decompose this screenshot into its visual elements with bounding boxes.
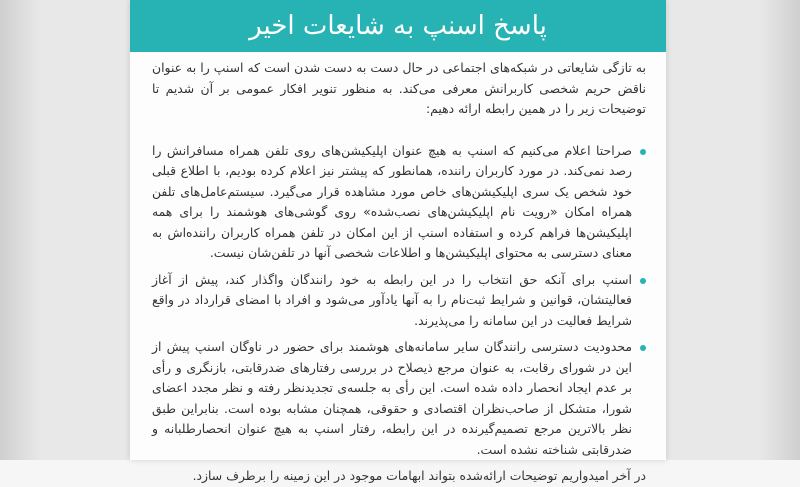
bullet-list bbox=[152, 141, 646, 461]
document-card bbox=[130, 0, 666, 483]
list-item bbox=[152, 141, 646, 264]
bullet-text: صراحتا اعلام می‌کنیم که اسنپ به هیچ عنوان اپلیکیشن‌های روی تلفن همراه مسافرانش را رصد نمی‌کند. در مورد کاربران راننده، همانطور که پیشتر نیز اعلام کرده بودیم، با اطلاع قبلی خود شخص یک سری اپلیکیشن‌های خاص مورد مشاهده قرار می‌گیرد. سیستم‌عامل‌های تلفن همراه امکان «رویت نام اپلیکیشن‌های نصب‌شده» روی گوشی‌های هوشمند را برای همه اپلیکیشن‌ها فراهم کرده و استفاده اسنپ از این امکان در تلفن همراه کاربران راننده‌اش به معنای دسترسی به محتوای اپلیکیشن‌ها و اطلاعات شخصی آنها در تلفن‌شان نیست. bbox=[152, 142, 632, 260]
bullet-dot-icon bbox=[640, 278, 646, 284]
intro-paragraph: به تازگی شایعاتی در شبکه‌های اجتماعی در حال دست به دست شدن است که اسنپ را به عنوان ناقض حریم شخصی کاربرانش معرفی می‌کند. به منظور تنویر افکار عمومی بر آن شدیم تا توضیحات زیر را در همین رابطه ارائه دهیم: bbox=[152, 60, 646, 116]
bullet-dot-icon bbox=[640, 149, 646, 155]
bullet-text: اسنپ برای آنکه حق انتخاب را در این رابطه به خود رانندگان واگذار کند، پیش از آغاز فعالیتشان، قوانین و شرایط ثبت‌نام را به آنها یادآور می‌شود و افراد با امضای قرارداد در واقع شرایط فعالیت در این سامانه را می‌پذیرند. bbox=[152, 271, 632, 328]
page-title: پاسخ اسنپ به شایعات اخیر bbox=[130, 0, 666, 52]
list-item bbox=[152, 337, 646, 460]
bullet-text: محدودیت دسترسی رانندگان سایر سامانه‌های هوشمند برای حضور در ناوگان اسنپ پیش از این در شورای رقابت، به عنوان مرجع ذیصلاح در بررسی رفتارهای ضدرقابتی، بازنگری و رأی بر عدم ایجاد انحصار داده شده است. این رأی به جلسه‌ی تجدیدنظر رفته و نظر مجدد اعضای شورا، متشکل از صاحب‌نظران اقتصادی و حقوقی، همچنان مشابه بوده است. بنابراین طبق نظر بالاترین مرجع تصمیم‌گیرنده در این رابطه، رفتار اسنپ به هیچ عنوان انحصارطلبانه و ضدرقابتی شناخته نشده است. bbox=[152, 339, 632, 457]
document-body bbox=[152, 58, 646, 487]
bullet-dot-icon bbox=[640, 345, 646, 351]
list-item bbox=[152, 270, 646, 332]
closing-paragraph: در آخر امیدواریم توضیحات ارائه‌شده بتواند ابهامات موجود در این زمینه را برطرف سازد. bbox=[192, 468, 646, 483]
